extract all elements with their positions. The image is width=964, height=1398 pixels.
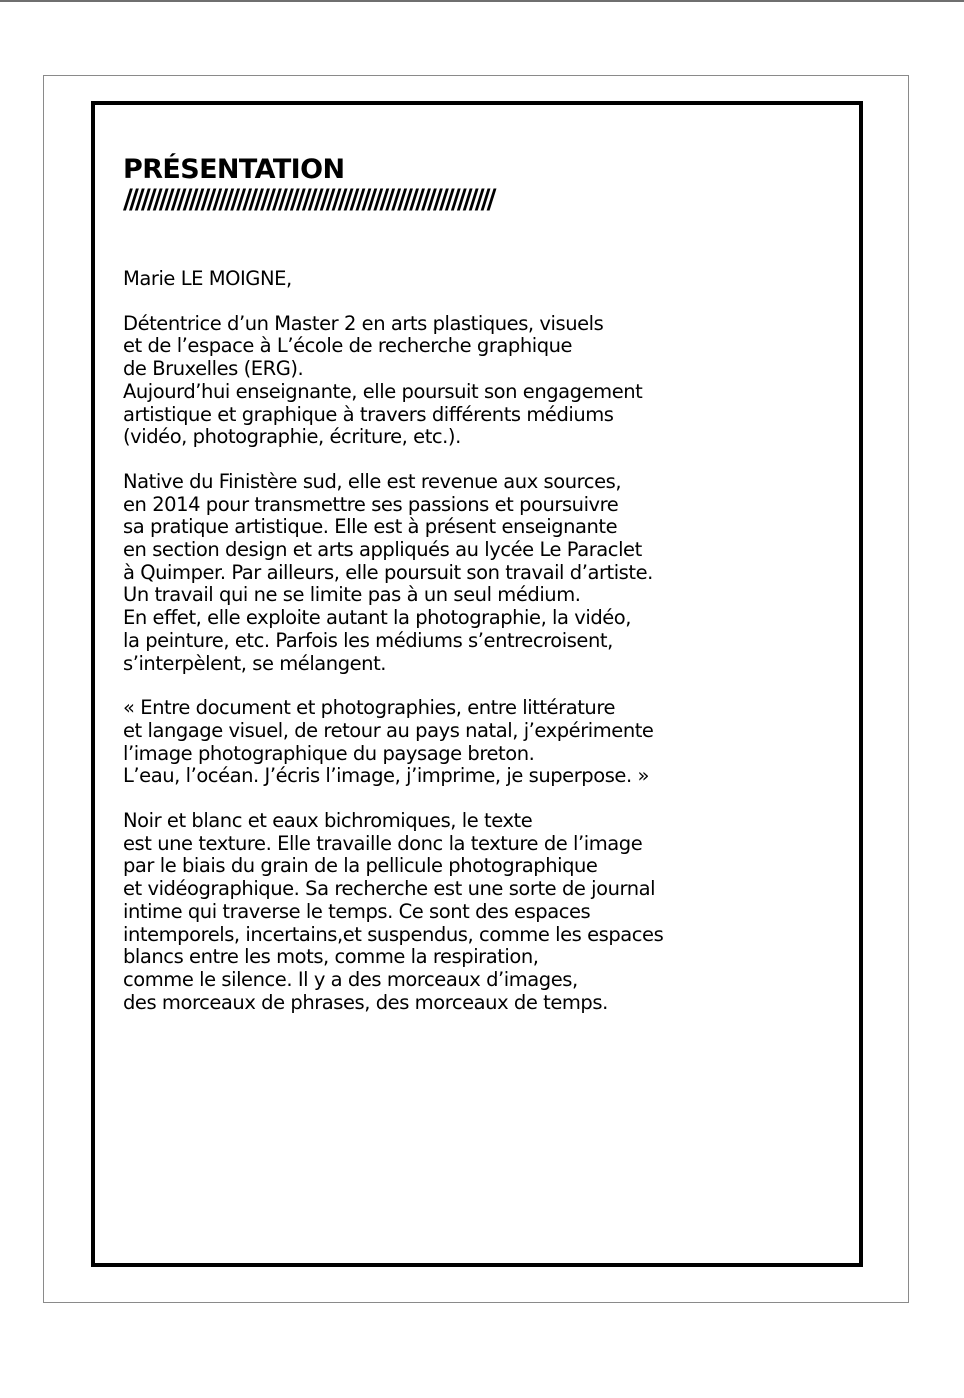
- paragraph-line: comme le silence. Il y a des morceaux d’images,: [123, 967, 578, 991]
- viewer-top-divider: [0, 0, 964, 2]
- greeting-line: Marie LE MOIGNE,: [123, 267, 292, 290]
- paragraph-line: est une texture. Elle travaille donc la texture de l’image: [123, 831, 643, 855]
- paragraph-line: en section design et arts appliqués au lycée Le Paraclet: [123, 538, 642, 562]
- paragraph-line: Un travail qui ne se limite pas à un seul médium.: [123, 583, 581, 607]
- paragraph-line: blancs entre les mots, comme la respiration,: [123, 945, 539, 969]
- paragraph-quote: [123, 697, 843, 788]
- paragraph-line: la peinture, etc. Parfois les médiums s’entrecroisent,: [123, 628, 613, 652]
- paragraph-line: et vidéographique. Sa recherche est une sorte de journal: [123, 877, 656, 901]
- paragraph-line: artistique et graphique à travers différents médiums: [123, 402, 614, 426]
- paragraph-line: des morceaux de phrases, des morceaux de temps.: [123, 990, 608, 1014]
- paragraph-career: [123, 471, 843, 675]
- title-slash-separator: //////////////////////////////////////////////////////////////: [123, 186, 493, 214]
- document-content: [123, 154, 843, 1014]
- paragraph-line: de Bruxelles (ERG).: [123, 357, 304, 381]
- paragraph-line: (vidéo, photographie, écriture, etc.).: [123, 425, 461, 449]
- paragraph-education: [123, 313, 843, 449]
- paragraph-line: l’image photographique du paysage breton.: [123, 741, 535, 765]
- paragraph-line: Détentrice d’un Master 2 en arts plastiques, visuels: [123, 311, 604, 335]
- paragraph-line: à Quimper. Par ailleurs, elle poursuit son travail d’artiste.: [123, 560, 653, 584]
- author-name: [123, 268, 843, 291]
- paragraph-line: Native du Finistère sud, elle est revenue aux sources,: [123, 469, 622, 493]
- paragraph-line: L’eau, l’océan. J’écris l’image, j’imprime, je superpose. »: [123, 764, 649, 788]
- paragraph-line: « Entre document et photographies, entre littérature: [123, 696, 616, 720]
- paragraph-line: Noir et blanc et eaux bichromiques, le texte: [123, 809, 533, 833]
- paragraph-line: en 2014 pour transmettre ses passions et poursuivre: [123, 492, 619, 516]
- paragraph-line: En effet, elle exploite autant la photographie, la vidéo,: [123, 606, 632, 630]
- paragraph-texture: [123, 810, 843, 1014]
- paragraph-line: intemporels, incertains,et suspendus, comme les espaces: [123, 922, 664, 946]
- paragraph-line: par le biais du grain de la pellicule photographique: [123, 854, 598, 878]
- paragraph-line: Aujourd’hui enseignante, elle poursuit son engagement: [123, 379, 643, 403]
- paragraph-line: sa pratique artistique. Elle est à présent enseignante: [123, 515, 618, 539]
- paragraph-line: s’interpèlent, se mélangent.: [123, 651, 387, 675]
- paragraph-line: intime qui traverse le temps. Ce sont des espaces: [123, 899, 591, 923]
- page-title: PRÉSENTATION: [123, 154, 345, 185]
- paragraph-line: et de l’espace à L’école de recherche graphique: [123, 334, 573, 358]
- paragraph-line: et langage visuel, de retour au pays natal, j’expérimente: [123, 718, 654, 742]
